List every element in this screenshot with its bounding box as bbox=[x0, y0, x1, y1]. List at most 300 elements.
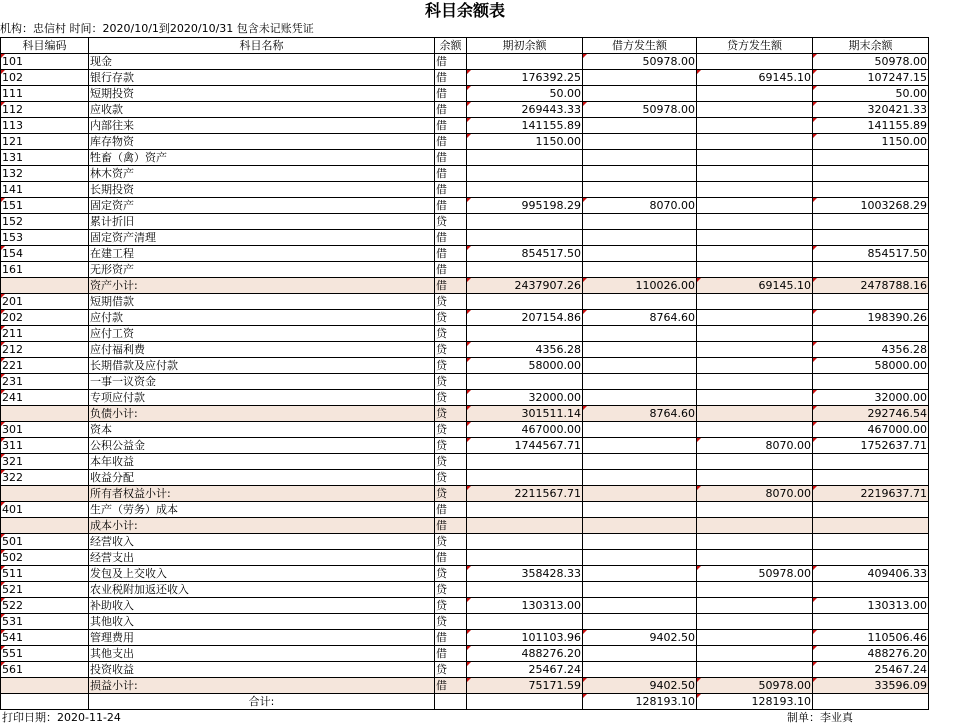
direction-cell[interactable]: 借 bbox=[435, 502, 467, 518]
code-cell[interactable]: 101 bbox=[1, 54, 89, 70]
debit-cell[interactable] bbox=[583, 374, 697, 390]
table-row bbox=[1, 150, 929, 166]
direction-cell[interactable]: 贷 bbox=[435, 454, 467, 470]
name-cell[interactable]: 牲畜（禽）资产 bbox=[89, 150, 435, 166]
direction-cell[interactable]: 贷 bbox=[435, 326, 467, 342]
direction-cell[interactable]: 贷 bbox=[435, 406, 467, 422]
credit-cell[interactable] bbox=[697, 470, 813, 486]
print-date: 打印日期：2020-11-24 bbox=[2, 711, 121, 724]
code-cell[interactable]: 501 bbox=[1, 534, 89, 550]
opening-cell[interactable]: 1150.00 bbox=[467, 134, 583, 150]
opening-cell[interactable] bbox=[467, 294, 583, 310]
direction-cell[interactable]: 贷 bbox=[435, 598, 467, 614]
name-cell[interactable]: 发包及上交收入 bbox=[89, 566, 435, 582]
opening-cell[interactable]: 101103.96 bbox=[467, 630, 583, 646]
name-cell[interactable]: 其他收入 bbox=[89, 614, 435, 630]
debit-cell[interactable] bbox=[583, 214, 697, 230]
credit-cell[interactable]: 128193.10 bbox=[697, 694, 813, 710]
code-cell[interactable]: 102 bbox=[1, 70, 89, 86]
debit-cell[interactable]: 50978.00 bbox=[583, 54, 697, 70]
code-cell[interactable]: 131 bbox=[1, 150, 89, 166]
opening-cell[interactable]: 141155.89 bbox=[467, 118, 583, 134]
opening-cell[interactable]: 130313.00 bbox=[467, 598, 583, 614]
opening-cell[interactable] bbox=[467, 694, 583, 710]
name-cell[interactable]: 补助收入 bbox=[89, 598, 435, 614]
closing-cell[interactable] bbox=[813, 230, 929, 246]
debit-cell[interactable] bbox=[583, 182, 697, 198]
credit-cell[interactable] bbox=[697, 502, 813, 518]
name-cell[interactable]: 资产小计: bbox=[89, 278, 435, 294]
opening-cell[interactable] bbox=[467, 374, 583, 390]
direction-cell[interactable]: 借 bbox=[435, 518, 467, 534]
debit-cell[interactable] bbox=[583, 646, 697, 662]
direction-cell[interactable]: 贷 bbox=[435, 358, 467, 374]
debit-cell[interactable] bbox=[583, 166, 697, 182]
code-cell[interactable]: 153 bbox=[1, 230, 89, 246]
closing-cell[interactable]: 32000.00 bbox=[813, 390, 929, 406]
opening-cell[interactable] bbox=[467, 582, 583, 598]
name-cell[interactable]: 成本小计: bbox=[89, 518, 435, 534]
name-cell[interactable]: 合计: bbox=[89, 694, 435, 710]
credit-cell[interactable] bbox=[697, 182, 813, 198]
closing-cell[interactable]: 409406.33 bbox=[813, 566, 929, 582]
credit-cell[interactable] bbox=[697, 646, 813, 662]
closing-cell[interactable]: 1150.00 bbox=[813, 134, 929, 150]
closing-cell[interactable] bbox=[813, 182, 929, 198]
debit-cell[interactable] bbox=[583, 70, 697, 86]
closing-cell[interactable]: 50978.00 bbox=[813, 54, 929, 70]
opening-cell[interactable]: 207154.86 bbox=[467, 310, 583, 326]
closing-cell[interactable] bbox=[813, 614, 929, 630]
debit-cell[interactable] bbox=[583, 422, 697, 438]
code-cell[interactable]: 511 bbox=[1, 566, 89, 582]
name-cell[interactable]: 短期借款 bbox=[89, 294, 435, 310]
debit-cell[interactable] bbox=[583, 294, 697, 310]
credit-cell[interactable] bbox=[697, 582, 813, 598]
debit-cell[interactable] bbox=[583, 454, 697, 470]
closing-cell[interactable] bbox=[813, 326, 929, 342]
credit-cell[interactable] bbox=[697, 390, 813, 406]
debit-cell[interactable] bbox=[583, 246, 697, 262]
direction-cell[interactable]: 借 bbox=[435, 118, 467, 134]
name-cell[interactable]: 林木资产 bbox=[89, 166, 435, 182]
direction-cell[interactable]: 贷 bbox=[435, 582, 467, 598]
closing-cell[interactable] bbox=[813, 454, 929, 470]
credit-cell[interactable] bbox=[697, 406, 813, 422]
direction-cell[interactable]: 贷 bbox=[435, 534, 467, 550]
credit-cell[interactable] bbox=[697, 230, 813, 246]
debit-cell[interactable] bbox=[583, 582, 697, 598]
closing-cell[interactable]: 25467.24 bbox=[813, 662, 929, 678]
credit-cell[interactable] bbox=[697, 310, 813, 326]
code-cell[interactable]: 161 bbox=[1, 262, 89, 278]
debit-cell[interactable] bbox=[583, 390, 697, 406]
opening-cell[interactable]: 25467.24 bbox=[467, 662, 583, 678]
credit-cell[interactable] bbox=[697, 630, 813, 646]
opening-cell[interactable] bbox=[467, 150, 583, 166]
code-cell[interactable]: 111 bbox=[1, 86, 89, 102]
direction-cell[interactable]: 借 bbox=[435, 550, 467, 566]
closing-cell[interactable] bbox=[813, 262, 929, 278]
closing-cell[interactable] bbox=[813, 694, 929, 710]
code-cell[interactable]: 551 bbox=[1, 646, 89, 662]
direction-cell[interactable]: 借 bbox=[435, 54, 467, 70]
direction-cell[interactable]: 借 bbox=[435, 70, 467, 86]
name-cell[interactable]: 经营支出 bbox=[89, 550, 435, 566]
code-cell[interactable]: 401 bbox=[1, 502, 89, 518]
direction-cell[interactable]: 借 bbox=[435, 678, 467, 694]
direction-cell[interactable]: 借 bbox=[435, 182, 467, 198]
debit-cell[interactable] bbox=[583, 86, 697, 102]
code-cell[interactable]: 113 bbox=[1, 118, 89, 134]
direction-cell[interactable]: 贷 bbox=[435, 390, 467, 406]
opening-cell[interactable]: 995198.29 bbox=[467, 198, 583, 214]
direction-cell[interactable]: 借 bbox=[435, 198, 467, 214]
table-row bbox=[1, 118, 929, 134]
direction-cell[interactable]: 借 bbox=[435, 630, 467, 646]
direction-cell[interactable]: 借 bbox=[435, 246, 467, 262]
opening-cell[interactable]: 488276.20 bbox=[467, 646, 583, 662]
direction-cell[interactable]: 贷 bbox=[435, 662, 467, 678]
direction-cell[interactable]: 贷 bbox=[435, 422, 467, 438]
debit-cell[interactable] bbox=[583, 614, 697, 630]
name-cell[interactable]: 损益小计: bbox=[89, 678, 435, 694]
closing-cell[interactable]: 854517.50 bbox=[813, 246, 929, 262]
name-cell[interactable]: 短期投资 bbox=[89, 86, 435, 102]
name-cell[interactable]: 公积公益金 bbox=[89, 438, 435, 454]
table-row bbox=[1, 390, 929, 406]
credit-cell[interactable] bbox=[697, 166, 813, 182]
code-cell[interactable] bbox=[1, 678, 89, 694]
closing-cell[interactable]: 107247.15 bbox=[813, 70, 929, 86]
direction-cell[interactable]: 借 bbox=[435, 230, 467, 246]
debit-cell[interactable] bbox=[583, 566, 697, 582]
direction-cell[interactable]: 贷 bbox=[435, 614, 467, 630]
closing-cell[interactable] bbox=[813, 150, 929, 166]
maker: 制单：李业真 bbox=[787, 711, 853, 724]
debit-cell[interactable] bbox=[583, 486, 697, 502]
credit-cell[interactable] bbox=[697, 534, 813, 550]
code-cell[interactable]: 322 bbox=[1, 470, 89, 486]
opening-cell[interactable] bbox=[467, 470, 583, 486]
name-cell[interactable]: 内部往来 bbox=[89, 118, 435, 134]
credit-cell[interactable] bbox=[697, 198, 813, 214]
debit-cell[interactable] bbox=[583, 358, 697, 374]
debit-cell[interactable] bbox=[583, 534, 697, 550]
table-row bbox=[1, 470, 929, 486]
table-row bbox=[1, 166, 929, 182]
name-cell[interactable]: 应付福利费 bbox=[89, 342, 435, 358]
credit-cell[interactable] bbox=[697, 550, 813, 566]
credit-cell[interactable] bbox=[697, 614, 813, 630]
code-cell[interactable] bbox=[1, 406, 89, 422]
closing-cell[interactable]: 467000.00 bbox=[813, 422, 929, 438]
name-cell[interactable]: 在建工程 bbox=[89, 246, 435, 262]
opening-cell[interactable] bbox=[467, 534, 583, 550]
code-cell[interactable]: 561 bbox=[1, 662, 89, 678]
opening-cell[interactable] bbox=[467, 182, 583, 198]
code-cell[interactable]: 141 bbox=[1, 182, 89, 198]
code-cell[interactable]: 212 bbox=[1, 342, 89, 358]
debit-cell[interactable] bbox=[583, 326, 697, 342]
closing-cell[interactable]: 58000.00 bbox=[813, 358, 929, 374]
debit-cell[interactable] bbox=[583, 598, 697, 614]
debit-cell[interactable]: 9402.50 bbox=[583, 630, 697, 646]
code-cell[interactable]: 522 bbox=[1, 598, 89, 614]
opening-cell[interactable] bbox=[467, 230, 583, 246]
closing-cell[interactable]: 320421.33 bbox=[813, 102, 929, 118]
debit-cell[interactable]: 128193.10 bbox=[583, 694, 697, 710]
table-row bbox=[1, 198, 929, 214]
closing-cell[interactable]: 1752637.71 bbox=[813, 438, 929, 454]
debit-cell[interactable] bbox=[583, 150, 697, 166]
opening-cell[interactable]: 467000.00 bbox=[467, 422, 583, 438]
credit-cell[interactable]: 8070.00 bbox=[697, 438, 813, 454]
code-cell[interactable]: 154 bbox=[1, 246, 89, 262]
table-row bbox=[1, 134, 929, 150]
code-cell[interactable]: 211 bbox=[1, 326, 89, 342]
closing-cell[interactable]: 50.00 bbox=[813, 86, 929, 102]
credit-cell[interactable] bbox=[697, 518, 813, 534]
debit-cell[interactable] bbox=[583, 262, 697, 278]
direction-cell[interactable]: 贷 bbox=[435, 470, 467, 486]
direction-cell[interactable]: 借 bbox=[435, 102, 467, 118]
code-cell[interactable]: 202 bbox=[1, 310, 89, 326]
opening-cell[interactable] bbox=[467, 54, 583, 70]
code-cell[interactable]: 151 bbox=[1, 198, 89, 214]
code-cell[interactable] bbox=[1, 518, 89, 534]
credit-cell[interactable] bbox=[697, 358, 813, 374]
direction-cell[interactable]: 贷 bbox=[435, 294, 467, 310]
opening-cell[interactable] bbox=[467, 502, 583, 518]
code-cell[interactable]: 231 bbox=[1, 374, 89, 390]
opening-cell[interactable]: 1744567.71 bbox=[467, 438, 583, 454]
debit-cell[interactable] bbox=[583, 550, 697, 566]
code-cell[interactable]: 541 bbox=[1, 630, 89, 646]
closing-cell[interactable] bbox=[813, 534, 929, 550]
direction-cell[interactable]: 贷 bbox=[435, 214, 467, 230]
direction-cell[interactable]: 贷 bbox=[435, 374, 467, 390]
direction-cell[interactable]: 借 bbox=[435, 278, 467, 294]
code-cell[interactable]: 521 bbox=[1, 582, 89, 598]
name-cell[interactable]: 长期借款及应付款 bbox=[89, 358, 435, 374]
credit-cell[interactable] bbox=[697, 214, 813, 230]
closing-cell[interactable]: 1003268.29 bbox=[813, 198, 929, 214]
opening-cell[interactable]: 176392.25 bbox=[467, 70, 583, 86]
credit-cell[interactable] bbox=[697, 54, 813, 70]
closing-cell[interactable] bbox=[813, 518, 929, 534]
credit-cell[interactable] bbox=[697, 150, 813, 166]
credit-cell[interactable] bbox=[697, 422, 813, 438]
direction-cell[interactable]: 贷 bbox=[435, 438, 467, 454]
closing-cell[interactable]: 488276.20 bbox=[813, 646, 929, 662]
direction-cell[interactable]: 借 bbox=[435, 150, 467, 166]
credit-cell[interactable] bbox=[697, 134, 813, 150]
name-cell[interactable]: 一事一议资金 bbox=[89, 374, 435, 390]
opening-cell[interactable]: 50.00 bbox=[467, 86, 583, 102]
code-cell[interactable]: 201 bbox=[1, 294, 89, 310]
name-cell[interactable]: 生产（劳务）成本 bbox=[89, 502, 435, 518]
debit-cell[interactable] bbox=[583, 134, 697, 150]
debit-cell[interactable] bbox=[583, 230, 697, 246]
name-cell[interactable]: 资本 bbox=[89, 422, 435, 438]
name-cell[interactable]: 累计折旧 bbox=[89, 214, 435, 230]
code-cell[interactable]: 301 bbox=[1, 422, 89, 438]
direction-cell[interactable]: 借 bbox=[435, 166, 467, 182]
debit-cell[interactable]: 8070.00 bbox=[583, 198, 697, 214]
opening-cell[interactable]: 75171.59 bbox=[467, 678, 583, 694]
opening-cell[interactable] bbox=[467, 326, 583, 342]
opening-cell[interactable]: 358428.33 bbox=[467, 566, 583, 582]
debit-cell[interactable]: 50978.00 bbox=[583, 102, 697, 118]
closing-cell[interactable]: 4356.28 bbox=[813, 342, 929, 358]
debit-cell[interactable]: 8764.60 bbox=[583, 310, 697, 326]
debit-cell[interactable] bbox=[583, 470, 697, 486]
name-cell[interactable]: 管理费用 bbox=[89, 630, 435, 646]
opening-cell[interactable]: 854517.50 bbox=[467, 246, 583, 262]
closing-cell[interactable]: 2219637.71 bbox=[813, 486, 929, 502]
credit-cell[interactable] bbox=[697, 246, 813, 262]
debit-cell[interactable] bbox=[583, 118, 697, 134]
name-cell[interactable]: 本年收益 bbox=[89, 454, 435, 470]
credit-cell[interactable] bbox=[697, 102, 813, 118]
closing-cell[interactable] bbox=[813, 582, 929, 598]
closing-cell[interactable]: 198390.26 bbox=[813, 310, 929, 326]
opening-cell[interactable]: 301511.14 bbox=[467, 406, 583, 422]
direction-cell[interactable]: 贷 bbox=[435, 310, 467, 326]
credit-cell[interactable] bbox=[697, 326, 813, 342]
name-cell[interactable]: 投资收益 bbox=[89, 662, 435, 678]
closing-cell[interactable]: 33596.09 bbox=[813, 678, 929, 694]
credit-cell[interactable] bbox=[697, 118, 813, 134]
table-row bbox=[1, 534, 929, 550]
name-cell[interactable]: 无形资产 bbox=[89, 262, 435, 278]
closing-cell[interactable] bbox=[813, 214, 929, 230]
direction-cell[interactable]: 贷 bbox=[435, 342, 467, 358]
name-cell[interactable]: 农业税附加返还收入 bbox=[89, 582, 435, 598]
closing-cell[interactable]: 292746.54 bbox=[813, 406, 929, 422]
table-row bbox=[1, 214, 929, 230]
name-cell[interactable]: 长期投资 bbox=[89, 182, 435, 198]
name-cell[interactable]: 专项应付款 bbox=[89, 390, 435, 406]
opening-cell[interactable] bbox=[467, 262, 583, 278]
code-cell[interactable]: 121 bbox=[1, 134, 89, 150]
closing-cell[interactable]: 110506.46 bbox=[813, 630, 929, 646]
code-cell[interactable]: 112 bbox=[1, 102, 89, 118]
closing-cell[interactable] bbox=[813, 550, 929, 566]
name-cell[interactable]: 库存物资 bbox=[89, 134, 435, 150]
closing-cell[interactable]: 141155.89 bbox=[813, 118, 929, 134]
credit-cell[interactable]: 50978.00 bbox=[697, 678, 813, 694]
code-cell[interactable]: 531 bbox=[1, 614, 89, 630]
name-cell[interactable]: 应付款 bbox=[89, 310, 435, 326]
code-cell[interactable] bbox=[1, 486, 89, 502]
credit-cell[interactable] bbox=[697, 598, 813, 614]
credit-cell[interactable] bbox=[697, 662, 813, 678]
debit-cell[interactable]: 8764.60 bbox=[583, 406, 697, 422]
credit-cell[interactable]: 69145.10 bbox=[697, 278, 813, 294]
code-cell[interactable] bbox=[1, 278, 89, 294]
name-cell[interactable]: 银行存款 bbox=[89, 70, 435, 86]
credit-cell[interactable]: 50978.00 bbox=[697, 566, 813, 582]
code-cell[interactable]: 221 bbox=[1, 358, 89, 374]
closing-cell[interactable]: 2478788.16 bbox=[813, 278, 929, 294]
closing-cell[interactable] bbox=[813, 374, 929, 390]
direction-cell[interactable]: 贷 bbox=[435, 486, 467, 502]
name-cell[interactable]: 其他支出 bbox=[89, 646, 435, 662]
credit-cell[interactable] bbox=[697, 262, 813, 278]
direction-cell[interactable]: 贷 bbox=[435, 566, 467, 582]
code-cell[interactable]: 132 bbox=[1, 166, 89, 182]
name-cell[interactable]: 固定资产清理 bbox=[89, 230, 435, 246]
closing-cell[interactable]: 130313.00 bbox=[813, 598, 929, 614]
credit-cell[interactable]: 69145.10 bbox=[697, 70, 813, 86]
debit-cell[interactable]: 110026.00 bbox=[583, 278, 697, 294]
opening-cell[interactable]: 2437907.26 bbox=[467, 278, 583, 294]
direction-cell[interactable] bbox=[435, 694, 467, 710]
direction-cell[interactable]: 借 bbox=[435, 86, 467, 102]
name-cell[interactable]: 负债小计: bbox=[89, 406, 435, 422]
code-cell[interactable] bbox=[1, 694, 89, 710]
closing-cell[interactable] bbox=[813, 470, 929, 486]
opening-cell[interactable]: 2211567.71 bbox=[467, 486, 583, 502]
closing-cell[interactable] bbox=[813, 166, 929, 182]
direction-cell[interactable]: 借 bbox=[435, 134, 467, 150]
opening-cell[interactable]: 269443.33 bbox=[467, 102, 583, 118]
name-cell[interactable]: 应付工资 bbox=[89, 326, 435, 342]
debit-cell[interactable]: 9402.50 bbox=[583, 678, 697, 694]
opening-cell[interactable] bbox=[467, 614, 583, 630]
code-cell[interactable]: 502 bbox=[1, 550, 89, 566]
direction-cell[interactable]: 借 bbox=[435, 262, 467, 278]
opening-cell[interactable] bbox=[467, 454, 583, 470]
code-cell[interactable]: 321 bbox=[1, 454, 89, 470]
direction-cell[interactable]: 借 bbox=[435, 646, 467, 662]
name-cell[interactable]: 收益分配 bbox=[89, 470, 435, 486]
name-cell[interactable]: 固定资产 bbox=[89, 198, 435, 214]
credit-cell[interactable] bbox=[697, 294, 813, 310]
credit-cell[interactable] bbox=[697, 374, 813, 390]
opening-cell[interactable]: 4356.28 bbox=[467, 342, 583, 358]
debit-cell[interactable] bbox=[583, 342, 697, 358]
credit-cell[interactable] bbox=[697, 86, 813, 102]
opening-cell[interactable] bbox=[467, 518, 583, 534]
opening-cell[interactable] bbox=[467, 214, 583, 230]
closing-cell[interactable] bbox=[813, 294, 929, 310]
code-cell[interactable]: 152 bbox=[1, 214, 89, 230]
opening-cell[interactable] bbox=[467, 166, 583, 182]
code-cell[interactable]: 241 bbox=[1, 390, 89, 406]
code-cell[interactable]: 311 bbox=[1, 438, 89, 454]
credit-cell[interactable] bbox=[697, 454, 813, 470]
debit-cell[interactable] bbox=[583, 518, 697, 534]
debit-cell[interactable] bbox=[583, 502, 697, 518]
opening-cell[interactable]: 32000.00 bbox=[467, 390, 583, 406]
debit-cell[interactable] bbox=[583, 662, 697, 678]
name-cell[interactable]: 所有者权益小计: bbox=[89, 486, 435, 502]
closing-cell[interactable] bbox=[813, 502, 929, 518]
credit-cell[interactable] bbox=[697, 342, 813, 358]
report-title: 科目余额表 bbox=[424, 1, 505, 20]
debit-cell[interactable] bbox=[583, 438, 697, 454]
opening-cell[interactable]: 58000.00 bbox=[467, 358, 583, 374]
opening-cell[interactable] bbox=[467, 550, 583, 566]
name-cell[interactable]: 经营收入 bbox=[89, 534, 435, 550]
credit-cell[interactable]: 8070.00 bbox=[697, 486, 813, 502]
subtotal-row bbox=[1, 486, 929, 502]
name-cell[interactable]: 应收款 bbox=[89, 102, 435, 118]
name-cell[interactable]: 现金 bbox=[89, 54, 435, 70]
